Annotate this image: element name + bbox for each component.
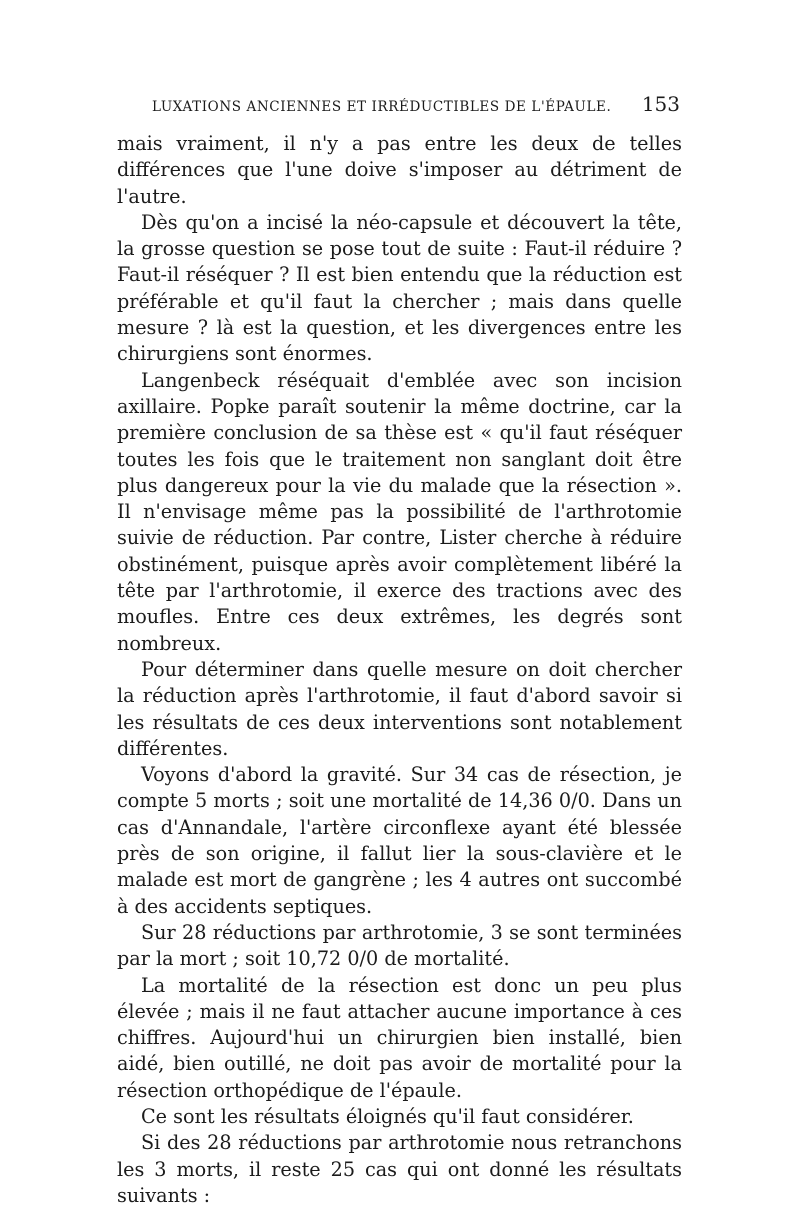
paragraph-gravite: Voyons d'abord la gravité. Sur 34 cas de résection, je compte 5 morts ; soit une mortalité de 14,36 0/0. Dans un cas d'Annandale, l'artère circonflexe ayant été blessée près de son origine, il fallut lier la sous-clavière et le malade est mort de gangrène ; les 4 autres ont succombé à des accidents septiques. xyxy=(117,763,682,918)
running-head xyxy=(152,92,680,118)
body-text xyxy=(117,131,682,1209)
paragraph-continuation: mais vraiment, il n'y a pas entre les deux de telles différences que l'une doive s'imposer au détriment de l'autre. xyxy=(117,132,682,208)
running-title: LUXATIONS ANCIENNES ET IRRÉDUCTIBLES DE L'ÉPAULE. xyxy=(152,99,612,115)
page-number: 153 xyxy=(641,92,680,116)
paragraph-resultats-eloignes: Ce sont les résultats éloignés qu'il faut considérer. xyxy=(141,1104,634,1128)
paragraph-langenbeck: Langenbeck réséquait d'emblée avec son incision axillaire. Popke paraît soutenir la même doctrine, car la première conclusion de sa thèse est « qu'il faut réséquer toutes les fois que le traitement non sanglant doit être plus dangereux pour la vie du malade que la résection ». Il n'envisage même pas la possibilité de l'arthrotomie suivie de réduction. Par contre, Lister cherche à réduire obstinément, puisque après avoir complètement libéré la tête par l'arthrotomie, il exerce des tractions avec des moufles. Entre ces deux extrêmes, les degrés sont nombreux. xyxy=(117,368,682,655)
paragraph-neo-capsule: Dès qu'on a incisé la néo-capsule et découvert la tête, la grosse question se pose tout de suite : Faut-il réduire ? Faut-il réséquer ? Il est bien entendu que la réduction est préférable et qu'il faut la chercher ; mais dans quelle mesure ? là est la question, et les divergences entre les chirurgiens sont énormes. xyxy=(117,210,682,366)
paragraph-reductions: Sur 28 réductions par arthrotomie, 3 se sont terminées par la mort ; soit 10,72 0/0 de mortalité. xyxy=(117,920,682,971)
paragraph-mortalite: La mortalité de la résection est donc un peu plus élevée ; mais il ne faut attacher aucune importance à ces chiffres. Aujourd'hui un chirurgien bien installé, bien aidé, bien outillé, ne doit pas avoir de mortalité pour la résection orthopédique de l'épaule. xyxy=(117,973,682,1102)
paragraph-determiner: Pour déterminer dans quelle mesure on doit chercher la réduction après l'arthrotomie, il faut d'abord savoir si les résultats de ces deux interventions sont notablement différentes. xyxy=(117,657,682,760)
paragraph-retranchons: Si des 28 réductions par arthrotomie nous retranchons les 3 morts, il reste 25 cas qui ont donné les résultats suivants : xyxy=(117,1131,682,1207)
